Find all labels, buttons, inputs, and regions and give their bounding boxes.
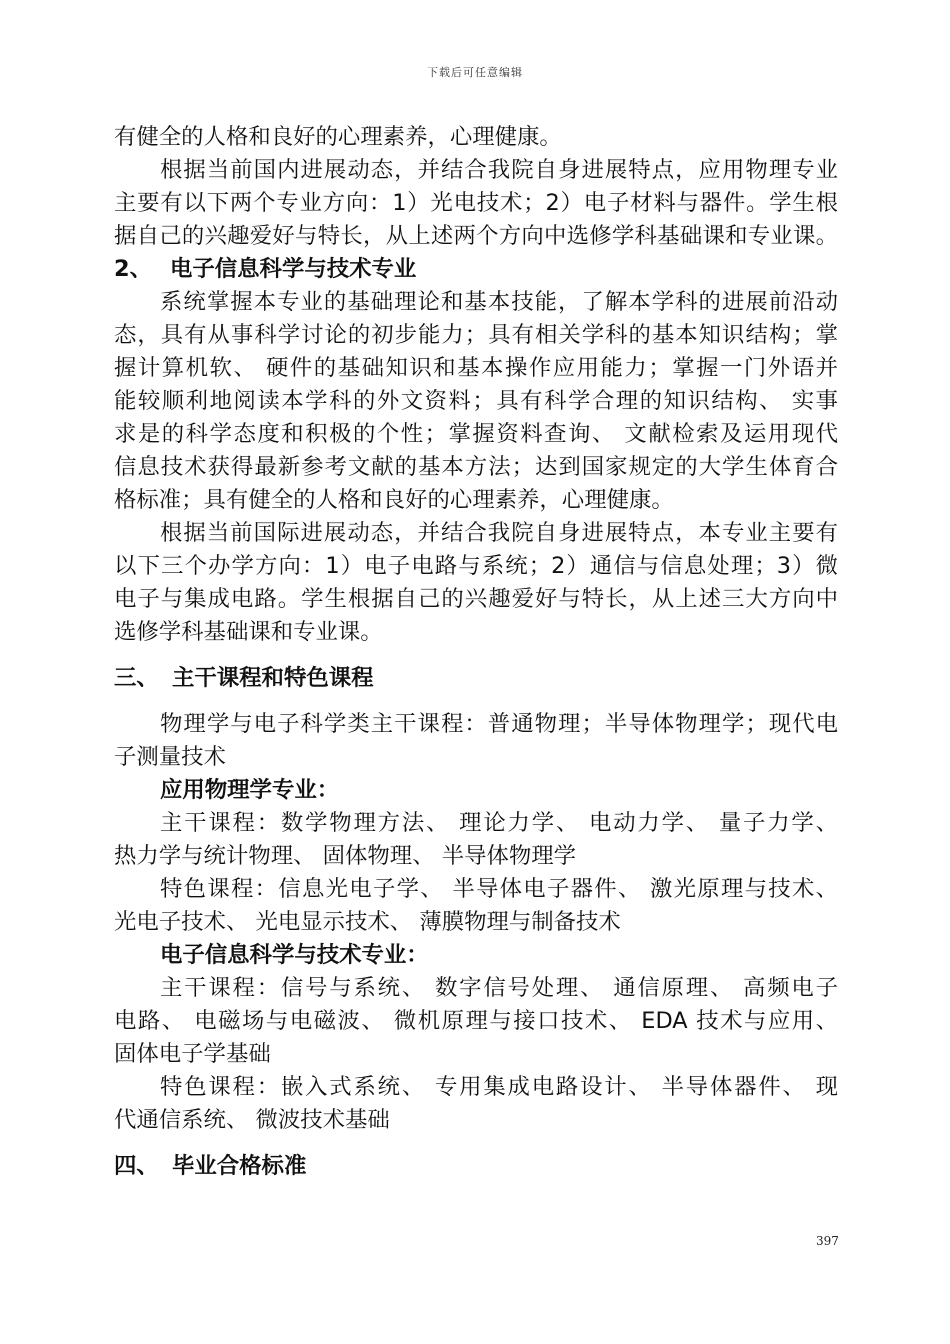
- paragraph-line: 主要有以下两个专业方向：1）光电技术；2）电子材料与器件。学生根: [114, 190, 838, 216]
- paragraph-line: 态，具有从事科学讨论的初步能力；具有相关学科的基本知识结构；掌: [114, 322, 838, 348]
- section-heading: [114, 1150, 838, 1183]
- page-header: 下载后可任意编辑: [427, 66, 523, 79]
- paragraph-line: 据自己的兴趣爱好与特长，从上述两个方向中选修学科基础课和专业课。: [114, 223, 838, 249]
- section-number: 三、: [114, 665, 159, 691]
- paragraph-line: 根据当前国内进展动态，并结合我院自身进展特点，应用物理专业: [160, 157, 838, 183]
- section-title: 主干课程和特色课程: [172, 665, 374, 691]
- paragraph-line: 光电子技术、 光电显示技术、 薄膜物理与制备技术: [114, 909, 621, 935]
- paragraph-line: 特色课程：信息光电子学、 半导体电子器件、 激光原理与技术、: [160, 876, 838, 902]
- paragraph-line: 握计算机软、 硬件的基础知识和基本操作应用能力；掌握一门外语并: [114, 355, 838, 381]
- paragraph-line: 系统掌握本专业的基础理论和基本技能，了解本学科的进展前沿动: [160, 289, 838, 315]
- paragraph-line: 物理学与电子科学类主干课程：普通物理；半导体物理学；现代电: [160, 711, 838, 737]
- paragraph-line: 热力学与统计物理、 固体物理、 半导体物理学: [114, 843, 577, 869]
- paragraph-line: 子测量技术: [114, 744, 226, 770]
- paragraph-line: 电路、 电磁场与电磁波、 微机原理与接口技术、 EDA 技术与应用、: [114, 1008, 838, 1034]
- paragraph-line: 求是的科学态度和积极的个性；掌握资料查询、 文献检索及运用现代: [114, 421, 838, 447]
- paragraph-line: 主干课程：数学物理方法、 理论力学、 电动力学、 量子力学、: [160, 810, 838, 836]
- document-body: [114, 121, 838, 1183]
- major-title: 电子信息科学与技术专业：: [160, 942, 429, 968]
- section-number: 四、: [114, 1153, 159, 1179]
- paragraph-line: 主干课程：信号与系统、 数字信号处理、 通信原理、 高频电子: [160, 975, 838, 1001]
- page-number: 397: [816, 1234, 839, 1248]
- paragraph-line: 特色课程：嵌入式系统、 专用集成电路设计、 半导体器件、 现: [160, 1074, 838, 1100]
- major-title: 应用物理学专业：: [160, 777, 340, 803]
- section-title: 毕业合格标准: [172, 1153, 307, 1179]
- paragraph-line: 选修学科基础课和专业课。: [114, 619, 383, 645]
- paragraph-line: 电子与集成电路。学生根据自己的兴趣爱好与特长，从上述三大方向中: [114, 586, 838, 612]
- paragraph-line: 信息技术获得最新参考文献的基本方法；达到国家规定的大学生体育合: [114, 454, 838, 480]
- paragraph-line: 以下三个办学方向：1）电子电路与系统；2）通信与信息处理；3）微: [114, 553, 838, 579]
- paragraph-line: 固体电子学基础: [114, 1041, 271, 1067]
- subsection-number: 2、: [114, 256, 152, 282]
- subsection-heading: [114, 253, 838, 286]
- paragraph-line: 根据当前国际进展动态，并结合我院自身进展特点，本专业主要有: [160, 520, 838, 546]
- subsection-title: 电子信息科学与技术专业: [170, 256, 417, 282]
- section-heading: [114, 662, 838, 695]
- paragraph-line: 格标准；具有健全的人格和良好的心理素养，心理健康。: [114, 487, 674, 513]
- paragraph-line: 代通信系统、 微波技术基础: [114, 1107, 390, 1133]
- paragraph-line: 能较顺利地阅读本学科的外文资料；具有科学合理的知识结构、 实事: [114, 388, 838, 414]
- paragraph-line: 有健全的人格和良好的心理素养，心理健康。: [114, 124, 562, 150]
